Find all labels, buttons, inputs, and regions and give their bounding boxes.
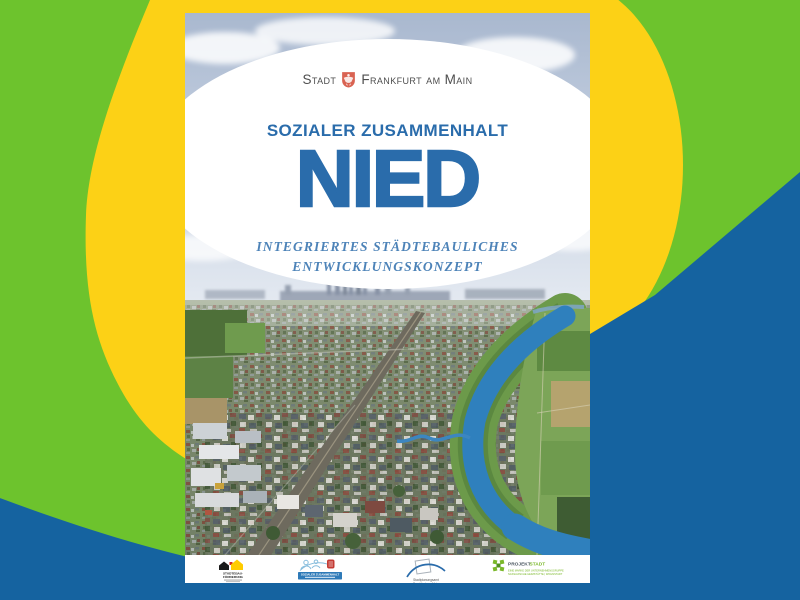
frankfurt-crest-icon — [341, 71, 356, 88]
projektstadt-logo — [491, 558, 579, 582]
svg-text:NASSAUISCHE HEIMSTÄTTE | WOHNS: NASSAUISCHE HEIMSTÄTTE | WOHNSTADT — [508, 573, 563, 577]
cover-subtitle-line2: ENTWICKLUNGSKONZEPT — [292, 258, 483, 274]
cover-kicker: SOZIALER ZUSAMMENHALT — [266, 121, 509, 140]
staedtebaufoerderung-logo — [215, 558, 251, 583]
svg-text:EINE MARKE DER UNTERNEHMENSGRU: EINE MARKE DER UNTERNEHMENSGRUPPE — [508, 569, 564, 573]
svg-text:SOZIALER ZUSAMMENHALT: SOZIALER ZUSAMMENHALT — [300, 572, 340, 577]
projektstadt-pinwheel-icon — [493, 560, 505, 572]
report-cover-page — [185, 13, 590, 583]
stadtplanungsamt-logo — [403, 558, 449, 583]
city-logo-prefix: Stadt — [302, 72, 337, 87]
svg-text:Stadtplanungsamt: Stadtplanungsamt — [413, 578, 439, 582]
svg-text:PROJEKT: PROJEKT — [508, 562, 531, 568]
svg-text:FÖRDERUNG: FÖRDERUNG — [223, 574, 243, 579]
cover-subtitle-line1: INTEGRIERTES STÄDTEBAULICHES — [256, 239, 519, 254]
sozialer-zusammenhalt-hessen-logo — [296, 558, 348, 583]
cover-subtitle — [185, 237, 590, 276]
city-logo — [185, 71, 590, 88]
cover-title: NIED — [295, 134, 480, 223]
svg-text:Frankfurt am Main — [413, 582, 439, 583]
city-logo-name: Frankfurt am Main — [361, 72, 473, 87]
svg-text:STÄDTEBAU-: STÄDTEBAU- — [222, 571, 244, 576]
footer-logo-band — [185, 555, 590, 583]
svg-text:STADT: STADT — [529, 562, 546, 568]
